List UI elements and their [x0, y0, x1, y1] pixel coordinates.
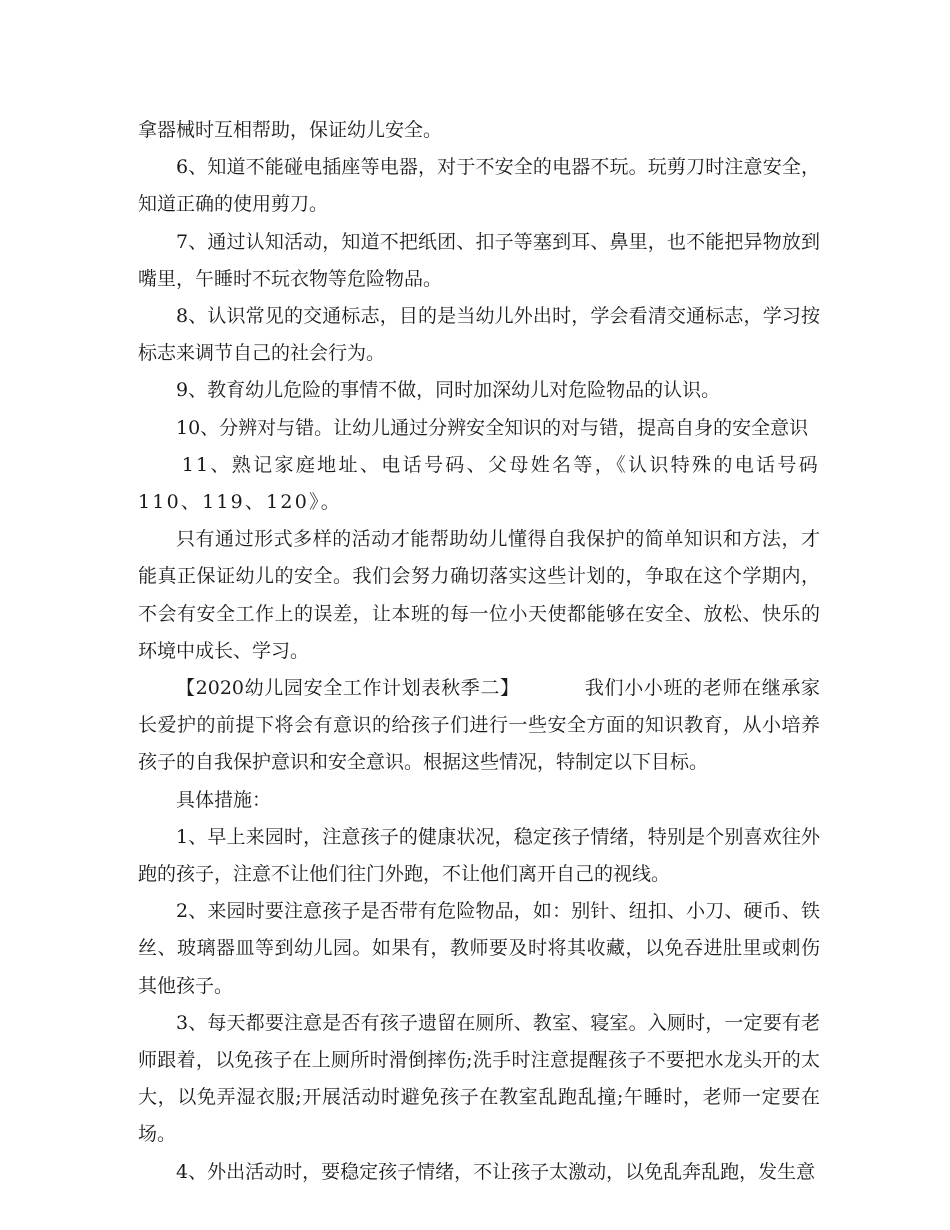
- measure-item-1: 1、早上来园时，注意孩子的健康状况，稳定孩子情绪，特别是个别喜欢往外跑的孩子，注意不让他们往门外跑，不让他们离开自己的视线。: [138, 825, 820, 886]
- paragraph-continuation: 拿器械时互相帮助，保证幼儿安全。: [138, 119, 443, 141]
- paragraph-item-7: 7、通过认知活动，知道不把纸团、扣子等塞到耳、鼻里，也不能把异物放到嘴里，午睡时不玩衣物等危险物品。: [138, 230, 820, 290]
- document-page: [138, 112, 820, 1191]
- section-heading: 【2020幼儿园安全工作计划表秋季二】: [176, 677, 520, 700]
- measure-item-3: 3、每天都要注意是否有孩子遗留在厕所、教室、寝室。入厕时，一定要有老师跟着，以免孩子在上厕所时滑倒摔伤;洗手时注意提醒孩子不要把水龙头开的太大，以免弄湿衣服;开展活动时避免孩子在教室乱跑乱撞;午睡时，老师一定要在场。: [138, 1011, 820, 1146]
- paragraph-item-11: 11、熟记家庭地址、电话号码、父母姓名等，《认识特殊的电话号码110、119、120》。: [138, 453, 820, 514]
- measures-title: 具体措施：: [176, 788, 272, 811]
- section-intro: 我们小小班的老师在继承家长爱护的前提下将会有意识的给孩子们进行一些安全方面的知识教育，从小培养孩子的自我保护意识和安全意识。根据这些情况，特制定以下目标。: [138, 677, 820, 774]
- measure-item-4: 4、外出活动时，要稳定孩子情绪，不让孩子太激动，以免乱奔乱跑，发生意: [176, 1160, 816, 1183]
- paragraph-item-8: 8、认识常见的交通标志，目的是当幼儿外出时，学会看清交通标志，学习按标志来调节自己的社会行为。: [138, 305, 820, 365]
- paragraph-item-9: 9、教育幼儿危险的事情不做，同时加深幼儿对危险物品的认识。: [176, 379, 721, 402]
- paragraph-summary: 只有通过形式多样的活动才能帮助幼儿懂得自我保护的简单知识和方法，才能真正保证幼儿的安全。我们会努力确切落实这些计划的，争取在这个学期内，不会有安全工作上的误差，让本班的每一位小天使都能够在安全、放松、快乐的环境中成长、学习。: [138, 528, 820, 662]
- paragraph-item-6: 6、知道不能碰电插座等电器，对于不安全的电器不玩。玩剪刀时注意安全，知道正确的使用剪刀。: [138, 156, 820, 216]
- measure-item-2: 2、来园时要注意孩子是否带有危险物品，如：别针、纽扣、小刀、硬币、铁丝、玻璃器皿等到幼儿园。如果有，教师要及时将其收藏，以免吞进肚里或刺伤其他孩子。: [138, 900, 820, 997]
- paragraph-item-10: 10、分辨对与错。让幼儿通过分辨安全知识的对与错，提高自身的安全意识: [176, 416, 809, 439]
- section-paragraph: [138, 670, 820, 782]
